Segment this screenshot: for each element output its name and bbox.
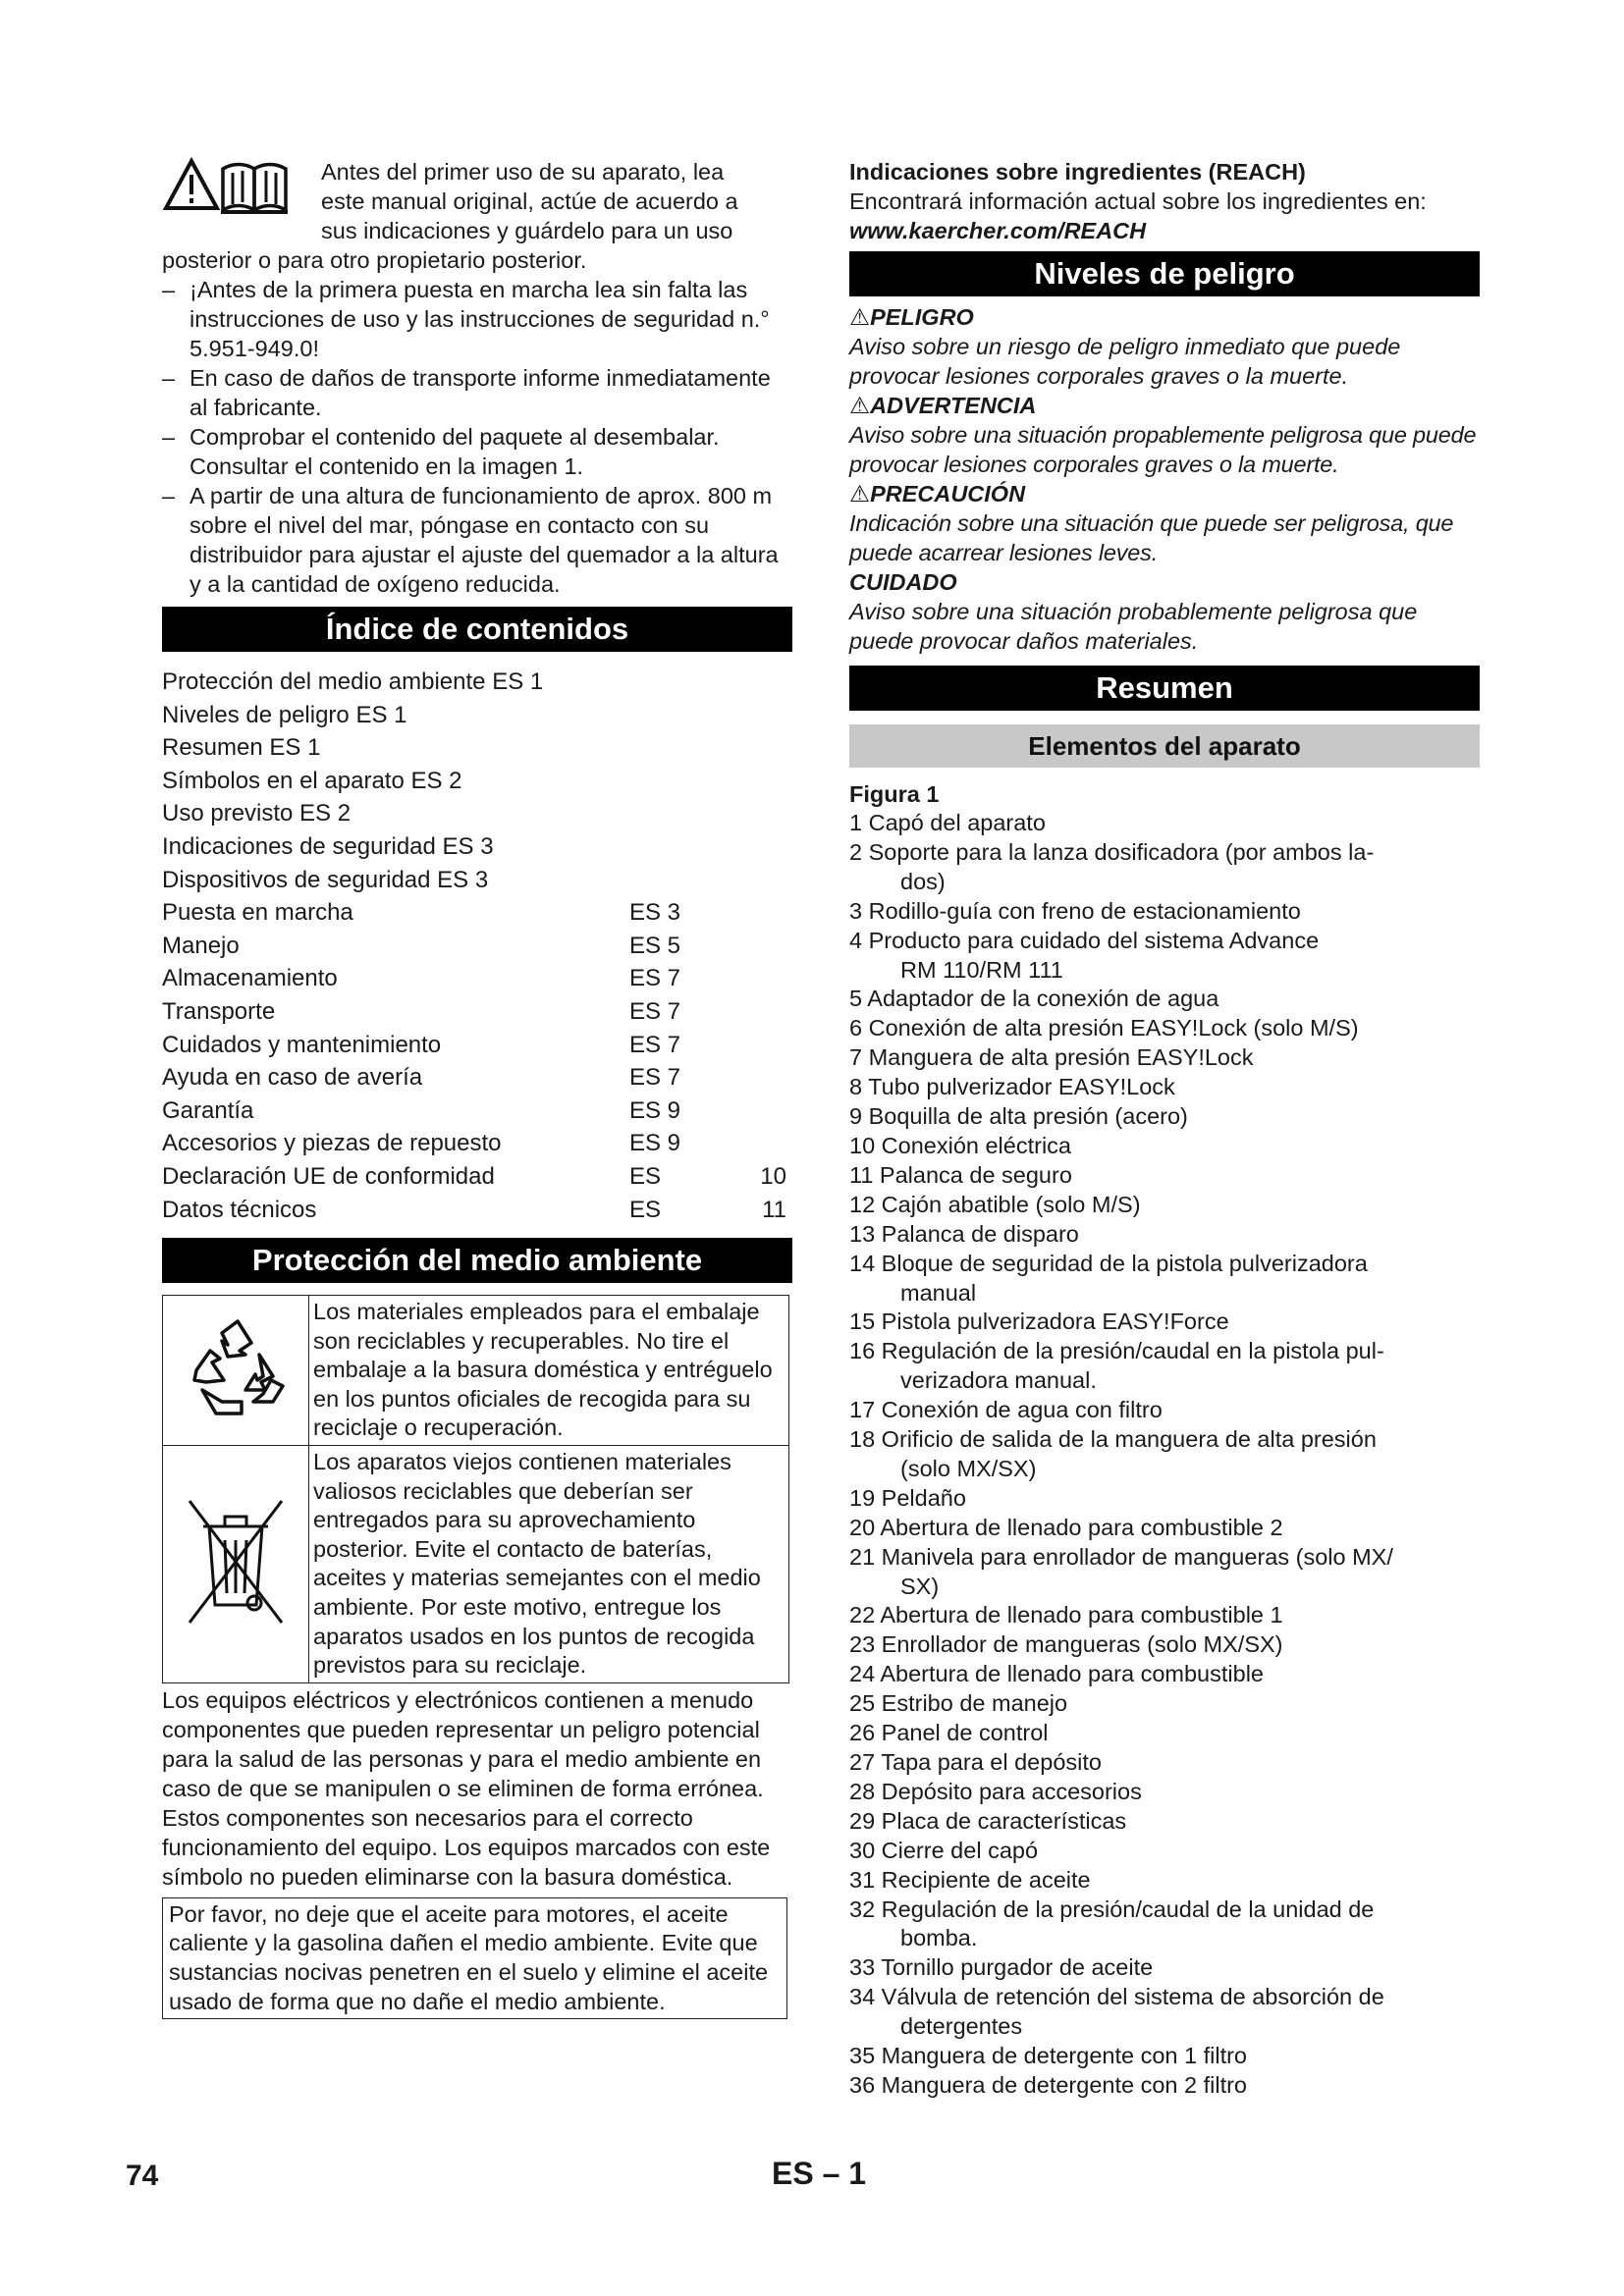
part-item [849, 1250, 1480, 1308]
danger-level-title: ⚠PELIGRO [849, 304, 974, 330]
part-item [849, 1132, 1480, 1161]
toc-item[interactable]: Manejo ES 5 [162, 932, 681, 959]
part-item-text: 15 Pistola pulverizadora EASY!Force [849, 1308, 1229, 1335]
part-item [849, 2042, 1480, 2071]
toc-item[interactable]: Uso previsto ES 2 [162, 800, 352, 828]
toc-item[interactable]: Accesorios y piezas de repuesto ES 9 [162, 1130, 681, 1157]
part-item-text: 7 Manguera de alta presión EASY!Lock [849, 1044, 1254, 1071]
toc-item[interactable]: Dispositivos de seguridad ES 3 [162, 866, 489, 893]
part-item-continuation: detergentes [900, 2013, 1023, 2040]
part-item [849, 1601, 1480, 1630]
reach-url[interactable]: www.kaercher.com/REACH [849, 218, 1147, 243]
part-item-continuation: manual [900, 1279, 977, 1306]
part-item-text: 16 Regulación de la presión/caudal en la pistola pul- [849, 1338, 1384, 1364]
part-item-text: 14 Bloque de seguridad de la pistola pulverizadora [849, 1250, 1368, 1276]
toc-list [162, 666, 792, 1226]
part-item [849, 985, 1480, 1014]
part-item-text: 8 Tubo pulverizador EASY!Lock [849, 1074, 1175, 1100]
part-item [849, 1102, 1480, 1132]
part-item-text: 17 Conexión de agua con filtro [849, 1397, 1163, 1423]
part-item [849, 1220, 1480, 1250]
part-item-text: 23 Enrollador de mangueras (solo MX/SX) [849, 1631, 1283, 1658]
reach-text: Encontrará información actual sobre los ingredientes en: [849, 188, 1427, 214]
env-oil-box: Por favor, no deje que el aceite para motores, el aceite caliente y la gasolina dañen el medio ambiente. Evite que sustancias nocivas penetren en el suelo y elimine el aceite usado de forma que no dañe el medio ambiente. [162, 1897, 787, 2019]
toc-item[interactable]: Puesta en marcha ES 3 [162, 899, 681, 927]
intro-line: Antes del primer uso de su aparato, lea [321, 159, 725, 185]
part-item-text: 11 Palanca de seguro [849, 1161, 1072, 1188]
part-item [849, 1719, 1480, 1748]
part-item [849, 838, 1480, 897]
part-item [849, 1043, 1480, 1073]
danger-level-text: Indicación sobre una situación que puede ser peligrosa, que puede acarrear lesiones leves. [849, 510, 1454, 565]
toc-item[interactable]: Garantía ES 9 [162, 1096, 681, 1124]
part-item [849, 1748, 1480, 1778]
part-item-text: 35 Manguera de detergente con 1 filtro [849, 2043, 1247, 2069]
toc-item[interactable]: Niveles de peligro ES 1 [162, 701, 407, 728]
danger-level-text: Aviso sobre una situación probablemente peligrosa que puede provocar daños materiales. [849, 599, 1418, 654]
env-table [162, 1295, 789, 1683]
part-item-text: 2 Soporte para la lanza dosificadora (por ambos la- [849, 838, 1375, 865]
part-item [849, 1807, 1480, 1837]
intro-line: este manual original, actúe de acuerdo a [321, 188, 738, 214]
part-item-continuation: RM 110/RM 111 [900, 956, 1063, 983]
toc-item[interactable]: Resumen ES 1 [162, 734, 321, 762]
toc-item[interactable]: Cuidados y mantenimiento ES 7 [162, 1031, 681, 1058]
toc-item[interactable]: Almacenamiento ES 7 [162, 965, 681, 992]
warning-triangle-icon: ⚠ [849, 481, 871, 507]
part-item-text: 20 Abertura de llenado para combustible 2 [849, 1514, 1283, 1540]
part-item [849, 1689, 1480, 1719]
part-item-text: 26 Panel de control [849, 1720, 1049, 1746]
toc-item[interactable]: Declaración UE de conformidad ES 10 [162, 1162, 786, 1190]
warning-manual-icon [162, 157, 309, 216]
toc-heading: Índice de contenidos [162, 607, 792, 652]
part-item-text: 19 Peldaño [849, 1484, 966, 1511]
part-item-continuation: dos) [900, 868, 946, 894]
part-item [849, 1778, 1480, 1807]
part-item [849, 1983, 1480, 2042]
part-item-continuation: SX) [900, 1573, 940, 1599]
part-item [849, 1660, 1480, 1689]
part-item [849, 1191, 1480, 1220]
reach-title: Indicaciones sobre ingredientes (REACH) [849, 159, 1306, 185]
part-item [849, 1161, 1480, 1191]
part-item-text: 18 Orificio de salida de la manguera de alta presión [849, 1426, 1377, 1453]
part-item-text: 3 Rodillo-guía con freno de estacionamiento [849, 897, 1301, 924]
toc-item[interactable]: Símbolos en el aparato ES 2 [162, 767, 462, 794]
env-row-recycle [163, 1296, 788, 1445]
toc-item[interactable]: Ayuda en caso de avería ES 7 [162, 1064, 681, 1092]
part-item-text: 1 Capó del aparato [849, 810, 1046, 835]
recycle-icon [163, 1296, 309, 1445]
page-number: 74 [126, 2160, 159, 2192]
summary-subheading: Elementos del aparato [849, 724, 1480, 768]
danger-level-title: ⚠PRECAUCIÓN [849, 481, 1026, 507]
part-item-text: 30 Cierre del capó [849, 1837, 1039, 1863]
figure-label: Figura 1 [849, 781, 940, 807]
right-column [849, 157, 1480, 2101]
part-item-text: 4 Producto para cuidado del sistema Advance [849, 927, 1320, 953]
part-item [849, 1543, 1480, 1602]
toc-item[interactable]: Transporte ES 7 [162, 997, 681, 1025]
part-item [849, 897, 1480, 927]
part-item [849, 1866, 1480, 1896]
toc-item[interactable]: Indicaciones de seguridad ES 3 [162, 832, 494, 860]
danger-level-title: ⚠ADVERTENCIA [849, 393, 1037, 418]
part-item [849, 1514, 1480, 1543]
part-item-text: 21 Manivela para enrollador de mangueras (solo MX/ [849, 1543, 1393, 1570]
intro-bullet: – A partir de una altura de funcionamiento de aprox. 800 m sobre el nivel del mar, póngase en contacto con su distribuidor para ajustar el ajuste del quemador a la altura y a la cantidad de oxígeno reducida. [162, 483, 779, 597]
part-item-text: 5 Adaptador de la conexión de agua [849, 986, 1219, 1012]
part-item-text: 32 Regulación de la presión/caudal de la unidad de [849, 1896, 1375, 1922]
left-column [162, 157, 792, 2019]
part-item [849, 809, 1480, 838]
part-item [849, 1837, 1480, 1866]
part-item [849, 927, 1480, 986]
danger-level-title: CUIDADO [849, 569, 957, 595]
env-row-bin [163, 1445, 788, 1682]
part-item [849, 1425, 1480, 1484]
env-paragraph: Los equipos eléctricos y electrónicos contienen a menudo componentes que pueden representar un peligro potencial para la salud de las personas y para el medio ambiente en caso de que se manipulen o se eliminen de forma errónea. Estos componentes son necesarios para el correcto funcionamiento del equipo. Los equipos marcados con este símbolo no pueden eliminarse con la basura doméstica. [162, 1686, 771, 1890]
intro-bullet: – En caso de daños de transporte informe inmediatamente al fabricante. [162, 365, 771, 420]
part-item-text: 6 Conexión de alta presión EASY!Lock (solo M/S) [849, 1015, 1359, 1041]
part-item [849, 1337, 1480, 1396]
part-item-text: 10 Conexión eléctrica [849, 1132, 1071, 1158]
part-item-text: 13 Palanca de disparo [849, 1220, 1079, 1247]
part-item-text: 24 Abertura de llenado para combustible [849, 1661, 1264, 1687]
summary-heading: Resumen [849, 666, 1480, 711]
part-item-text: 34 Válvula de retención del sistema de absorción de [849, 1984, 1384, 2010]
part-item [849, 1396, 1480, 1425]
env-bin-text: Los aparatos viejos contienen materiales valiosos reciclables que deberían ser entregados para su aprovechamiento posterior. Evite el contacto de baterías, aceites y materias semejantes con el medio ambiente. Por este motivo, entregue los aparatos usados en los puntos de recogida previstos para su reciclaje. [313, 1449, 761, 1679]
warning-triangle-icon: ⚠ [849, 304, 871, 330]
part-item-text: 29 Placa de características [849, 1807, 1127, 1834]
part-item [849, 1630, 1480, 1660]
part-item-text: 31 Recipiente de aceite [849, 1866, 1091, 1893]
env-recycle-text: Los materiales empleados para el embalaje son reciclables y recuperables. No tire el embalaje a la basura doméstica y entréguelo en los puntos oficiales de recogida para su reciclaje o recuperación. [313, 1299, 773, 1441]
part-item-text: 28 Depósito para accesorios [849, 1778, 1142, 1804]
env-heading: Protección del medio ambiente [162, 1238, 792, 1283]
part-item [849, 1014, 1480, 1043]
part-item-text: 12 Cajón abatible (solo M/S) [849, 1191, 1141, 1217]
part-item-continuation: (solo MX/SX) [900, 1455, 1037, 1481]
danger-heading: Niveles de peligro [849, 251, 1480, 296]
toc-item[interactable]: Protección del medio ambiente ES 1 [162, 668, 544, 695]
intro-line: posterior o para otro propietario posterior. [162, 247, 587, 273]
part-item [849, 1308, 1480, 1337]
part-item-text: 33 Tornillo purgador de aceite [849, 1954, 1154, 1981]
danger-levels [849, 302, 1480, 656]
part-item [849, 1073, 1480, 1102]
danger-level-text: Aviso sobre una situación propablemente peligrosa que puede provocar lesiones corporales graves o la muerte. [849, 422, 1477, 477]
part-item-text: 25 Estribo de manejo [849, 1690, 1068, 1717]
crossed-bin-icon [163, 1446, 309, 1682]
part-item-text: 22 Abertura de llenado para combustible 1 [849, 1602, 1283, 1629]
part-item-continuation: bomba. [900, 1925, 978, 1951]
part-item-text: 27 Tapa para el depósito [849, 1749, 1102, 1775]
part-item [849, 2071, 1480, 2101]
parts-list [849, 809, 1480, 2101]
part-item [849, 1484, 1480, 1514]
part-item-text: 9 Boquilla de alta presión (acero) [849, 1103, 1188, 1130]
intro [162, 157, 792, 599]
intro-bullet: – ¡Antes de la primera puesta en marcha lea sin falta las instrucciones de uso y las instrucciones de seguridad n.° 5.951-949.0! [162, 277, 770, 361]
section-page: ES – 1 [772, 2156, 867, 2191]
part-item [849, 1953, 1480, 1983]
danger-level-text: Aviso sobre un riesgo de peligro inmediato que puede provocar lesiones corporales graves o la muerte. [849, 334, 1401, 389]
part-item-text: 36 Manguera de detergente con 2 filtro [849, 2071, 1247, 2098]
warning-triangle-icon: ⚠ [849, 393, 871, 418]
intro-bullet: – Comprobar el contenido del paquete al desembalar. Consultar el contenido en la imagen 1. [162, 424, 720, 479]
intro-line: sus indicaciones y guárdelo para un uso [321, 218, 733, 243]
toc-item[interactable]: Datos técnicos ES 11 [162, 1196, 786, 1223]
part-item [849, 1896, 1480, 1954]
part-item-continuation: verizadora manual. [900, 1367, 1097, 1394]
